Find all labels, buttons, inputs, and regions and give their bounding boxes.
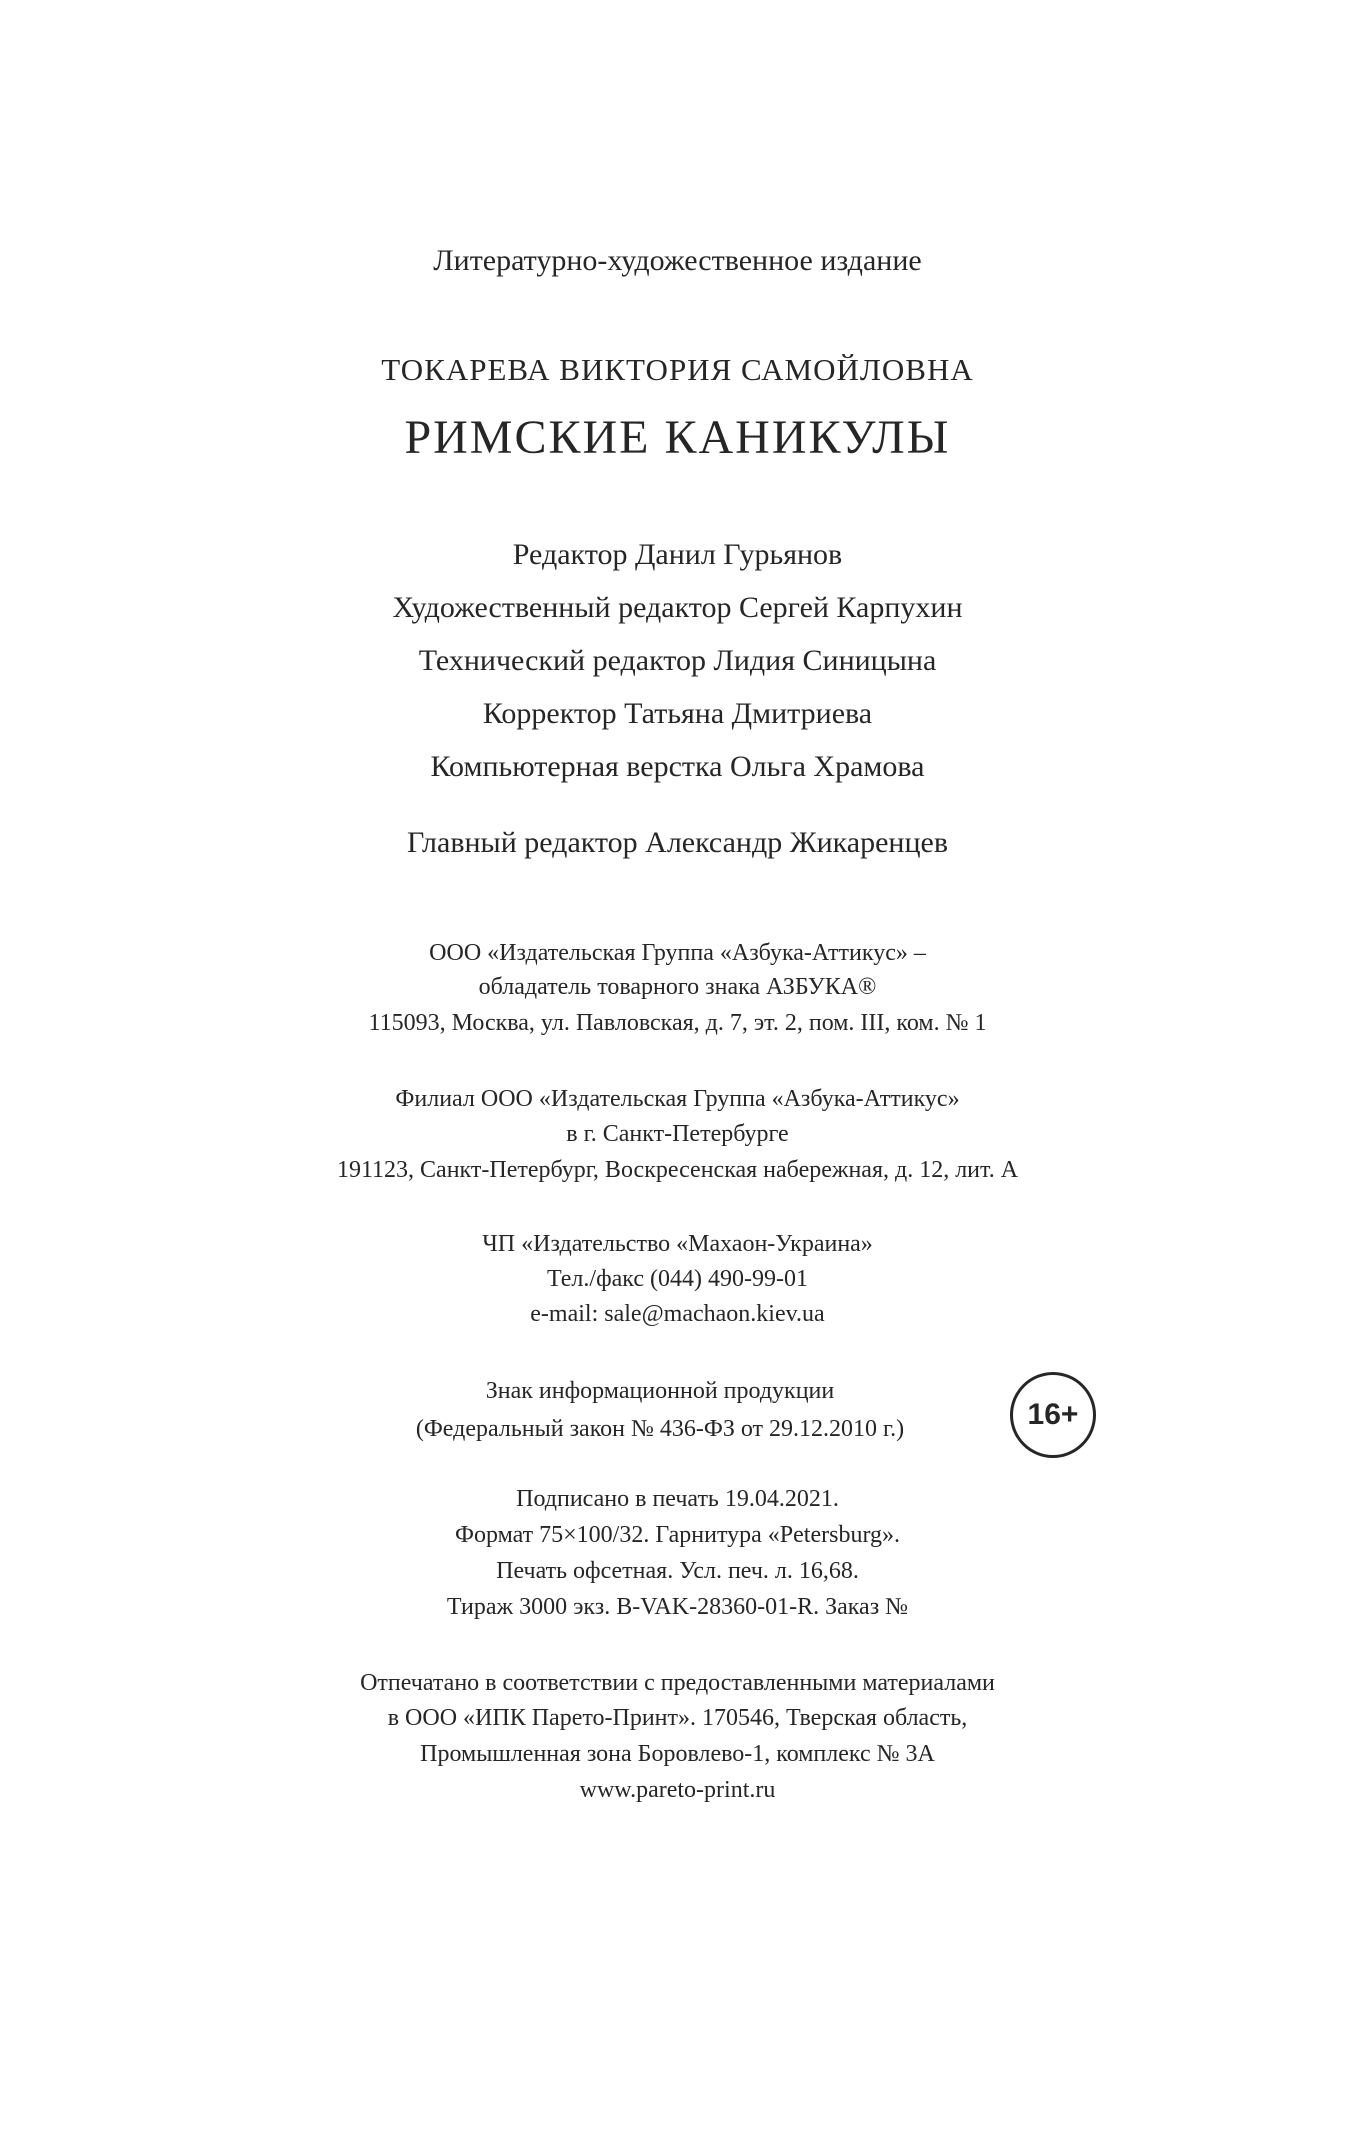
ukraine-publisher-phone: Тел./факс (044) 490-99-01: [547, 1266, 808, 1292]
age-rating-law: (Федеральный закон № 436-ФЗ от 29.12.2010 г.): [415, 1416, 905, 1442]
publisher-line: обладатель товарного знака АЗБУКА®: [478, 974, 877, 1000]
age-rating-label: Знак информационной продукции: [485, 1378, 835, 1404]
ukraine-publisher-email: e-mail: sale@machaon.kiev.ua: [530, 1301, 825, 1327]
credit-layout: Компьютерная верстка Ольга Храмова: [430, 750, 925, 783]
age-rating-badge: 16+: [1010, 1372, 1096, 1458]
printer-line: Отпечатано в соответствии с предоставленными материалами: [360, 1670, 995, 1696]
printer-website: www.pareto-print.ru: [579, 1777, 776, 1803]
print-spec-line: Подписано в печать 19.04.2021.: [516, 1486, 839, 1512]
credit-art-editor: Художественный редактор Сергей Карпухин: [392, 591, 963, 624]
print-spec-line: Тираж 3000 экз. B-VAK-28360-01-R. Заказ №: [446, 1594, 909, 1620]
branch-line: Филиал ООО «Издательская Группа «Азбука-Аттикус»: [395, 1086, 960, 1112]
print-spec-line: Печать офсетная. Усл. печ. л. 16,68.: [496, 1558, 859, 1584]
chief-editor: Главный редактор Александр Жикаренцев: [406, 826, 949, 859]
edition-type: Литературно-художественное издание: [433, 244, 922, 277]
credit-technical-editor: Технический редактор Лидия Синицына: [418, 644, 937, 677]
publisher-address: 115093, Москва, ул. Павловская, д. 7, эт. 2, пом. III, ком. № 1: [368, 1010, 987, 1036]
branch-address: 191123, Санкт-Петербург, Воскресенская набережная, д. 12, лит. А: [336, 1157, 1019, 1183]
age-rating-block: [0, 1372, 1355, 1452]
book-title: РИМСКИЕ КАНИКУЛЫ: [404, 411, 951, 464]
credit-proofreader: Корректор Татьяна Дмитриева: [482, 697, 873, 730]
ukraine-publisher-name: ЧП «Издательство «Махаон-Украина»: [482, 1231, 873, 1257]
printer-line: в ООО «ИПК Парето-Принт». 170546, Тверская область,: [387, 1705, 968, 1731]
publisher-line: ООО «Издательская Группа «Азбука-Аттикус» –: [429, 940, 926, 966]
credit-editor: Редактор Данил Гурьянов: [512, 538, 843, 571]
printer-line: Промышленная зона Боровлево-1, комплекс № 3А: [420, 1741, 935, 1767]
print-spec-line: Формат 75×100/32. Гарнитура «Petersburg».: [455, 1522, 900, 1548]
author-name: ТОКАРЕВА ВИКТОРИЯ САМОЙЛОВНА: [381, 352, 974, 387]
branch-line: в г. Санкт-Петербурге: [566, 1121, 789, 1147]
